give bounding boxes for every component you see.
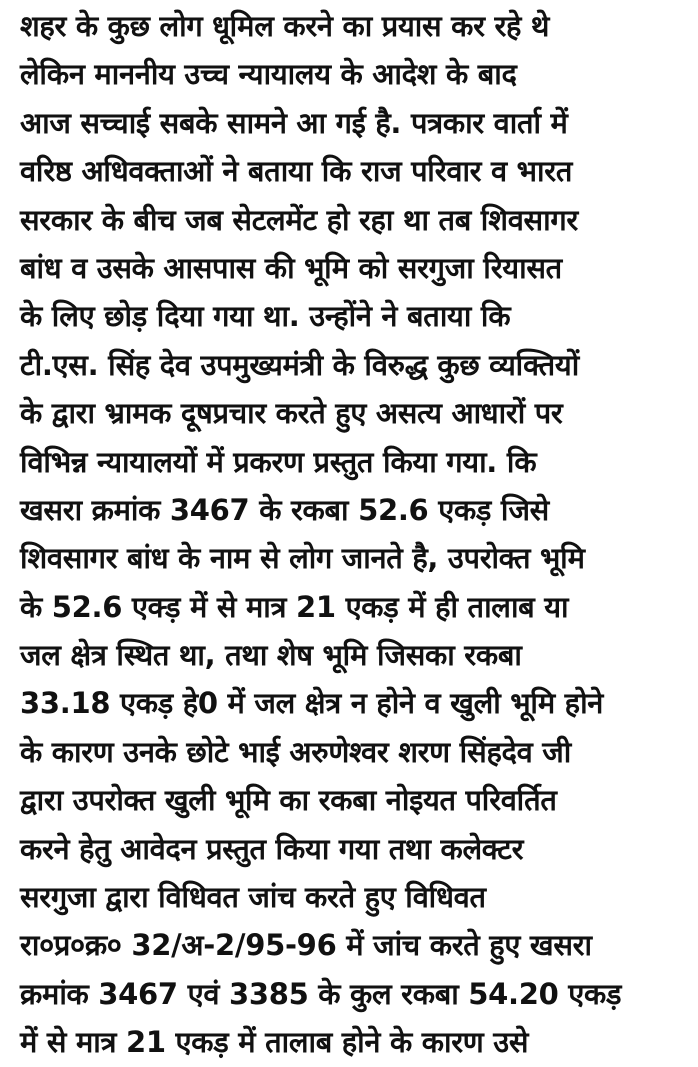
article-line: जल क्षेत्र स्थित था, तथा शेष भूमि जिसका रकबा bbox=[20, 638, 522, 673]
article-line: वरिष्ठ अधिवक्ताओं ने बताया कि राज परिवार व भारत bbox=[20, 154, 573, 189]
article-line: 33.18 एकड़ हे0 में जल क्षेत्र न होने व खुली भूमि होने bbox=[20, 686, 604, 721]
article-line: में से मात्र 21 एकड़ में तालाब होने के कारण उसे bbox=[20, 1025, 529, 1060]
article-line: आज सच्चाई सबके सामने आ गई है. पत्रकार वार्ता में bbox=[20, 105, 568, 140]
article-line: विभिन्न न्यायालयों में प्रकरण प्रस्तुत किया गया. कि bbox=[20, 444, 537, 479]
article-line: रा०प्र०क्र० 32/अ-2/95-96 में जांच करते हुए खसरा bbox=[20, 928, 592, 963]
article-line: करने हेतु आवेदन प्रस्तुत किया गया तथा कलेक्टर bbox=[20, 831, 524, 866]
article-body bbox=[20, 2, 688, 1067]
article-line: के 52.6 एक्ड़ में से मात्र 21 एकड़ में ही तालाब या bbox=[20, 589, 569, 624]
article-line: के कारण उनके छोटे भाई अरुणेश्वर शरण सिंहदेव जी bbox=[20, 734, 571, 769]
article-line: शहर के कुछ लोग धूमिल करने का प्रयास कर रहे थे bbox=[20, 9, 550, 43]
article-line: सरकार के बीच जब सेटलमेंट हो रहा था तब शिवसागर bbox=[20, 202, 578, 237]
article-line: लेकिन माननीय उच्च न्यायालय के आदेश के बाद bbox=[20, 57, 517, 92]
article-line: के द्वारा भ्रामक दूषप्रचार करते हुए असत्य आधारों पर bbox=[20, 396, 563, 431]
article-line: टी.एस. सिंह देव उपमुख्यमंत्री के विरुद्ध कुछ व्यक्तियों bbox=[20, 347, 579, 382]
article-line: के लिए छोड़ दिया गया था. उन्होंने ने बताया कि bbox=[20, 299, 511, 334]
article-line: क्रमांक 3467 एवं 3385 के कुल रकबा 54.20 एकड़ bbox=[20, 976, 622, 1011]
article-line: बांध व उसके आसपास की भूमि को सरगुजा रियासत bbox=[20, 250, 562, 285]
article-line: शिवसागर बांध के नाम से लोग जानते है, उपरोक्त भूमि bbox=[20, 541, 585, 576]
article-line: द्वारा उपरोक्त खुली भूमि का रकबा नोइयत परिवर्तित bbox=[20, 783, 557, 818]
article-line: सरगुजा द्वारा विधिवत जांच करते हुए विधिवत bbox=[20, 880, 486, 915]
article-line: खसरा क्रमांक 3467 के रकबा 52.6 एकड़ जिसे bbox=[20, 492, 549, 527]
